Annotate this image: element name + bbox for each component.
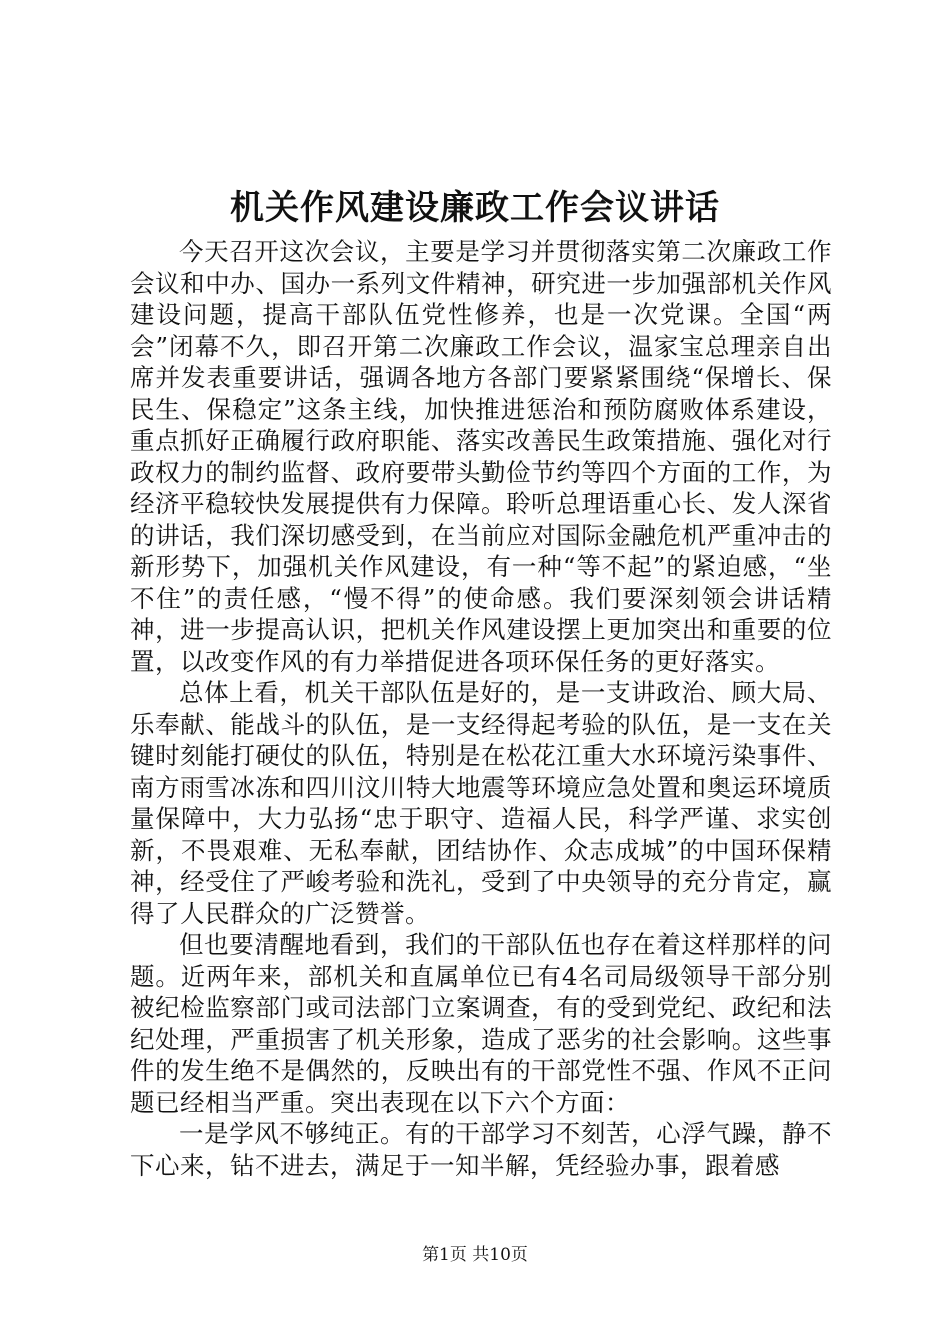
paragraph: 但也要清醒地看到，我们的干部队伍也存在着这样那样的问题。近两年来，部机关和直属单位已有4名司局级领导干部分别被纪检监察部门或司法部门立案调查，有的受到党纪、政纪和法纪处理，严重损害了机关形象，造成了恶劣的社会影响。这些事件的发生绝不是偶然的，反映出有的干部党性不强、作风不正问题已经相当严重。突出表现在以下六个方面： (130, 930, 832, 1117)
document-title: 机关作风建设廉政工作会议讲话 (230, 188, 720, 228)
paragraph: 今天召开这次会议，主要是学习并贯彻落实第二次廉政工作会议和中办、国办一系列文件精神，研究进一步加强部机关作风建设问题，提高干部队伍党性修养，也是一次党课。全国“两会”闭幕不久，即召开第二次廉政工作会议，温家宝总理亲自出席并发表重要讲话，强调各地方各部门要紧紧围绕“保增长、保民生、保稳定”这条主线，加快推进惩治和预防腐败体系建设，重点抓好正确履行政府职能、落实改善民生政策措施、强化对行政权力的制约监督、政府要带头勤俭节约等四个方面的工作，为经济平稳较快发展提供有力保障。聆听总理语重心长、发人深省的讲话，我们深切感受到，在当前应对国际金融危机严重冲击的新形势下，加强机关作风建设，有一种“等不起”的紧迫感，“坐不住”的责任感，“慢不得”的使命感。我们要深刻领会讲话精神，进一步提高认识，把机关作风建设摆上更加突出和重要的位置，以改变作风的有力举措促进各项环保任务的更好落实。 (130, 237, 832, 676)
document-body (130, 236, 832, 1181)
paragraph: 总体上看，机关干部队伍是好的，是一支讲政治、顾大局、乐奉献、能战斗的队伍，是一支经得起考验的队伍，是一支在关键时刻能打硬仗的队伍，特别是在松花江重大水环境污染事件、南方雨雪冰冻和四川汶川特大地震等环境应急处置和奥运环境质量保障中，大力弘扬“忠于职守、造福人民，科学严谨、求实创新，不畏艰难、无私奉献，团结协作、众志成城”的中国环保精神，经受住了严峻考验和洗礼，受到了中央领导的充分肯定，赢得了人民群众的广泛赞誉。 (130, 678, 832, 928)
page-number-footer: 第1页 共10页 (422, 1245, 528, 1265)
paragraph: 一是学风不够纯正。有的干部学习不刻苦，心浮气躁，静不下心来，钻不进去，满足于一知半解，凭经验办事，跟着感 (130, 1119, 832, 1180)
